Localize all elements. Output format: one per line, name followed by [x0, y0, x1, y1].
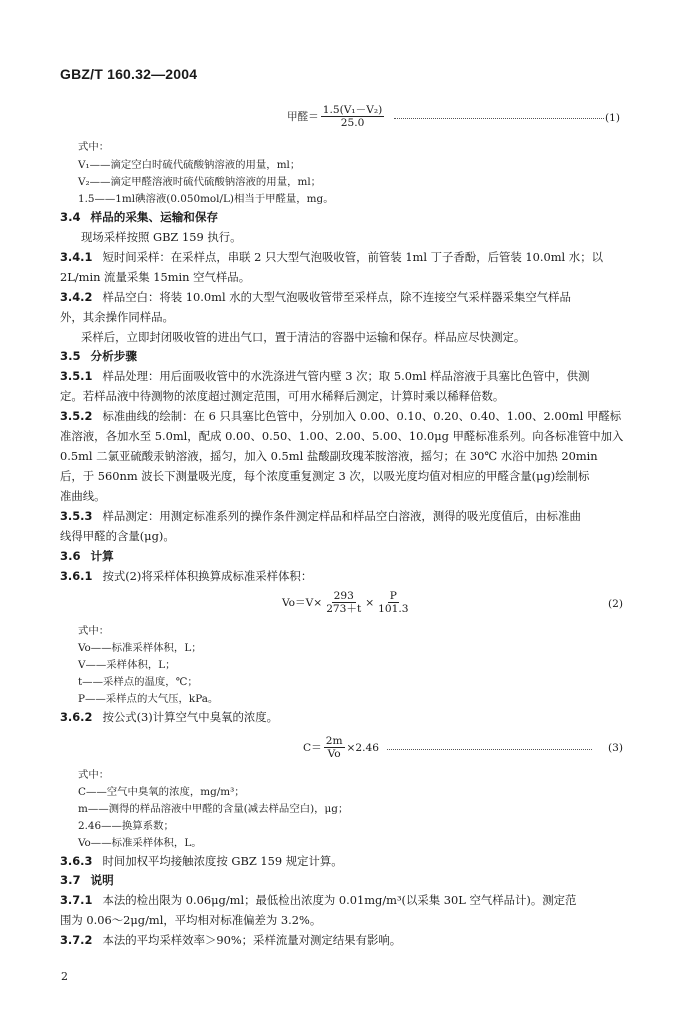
section-heading: 3.6 计算 [60, 549, 114, 563]
eq1-leader-dots [394, 118, 604, 119]
eq2-fraction-2 [376, 590, 410, 615]
where-item: m——测得的样品溶液中甲醛的含量(减去样品空白)，μg； [78, 803, 349, 815]
where-label: 式中： [78, 141, 110, 153]
equation-1 [287, 104, 612, 129]
paragraph-line: 准溶液，各加水至 5.0ml，配成 0.00、0.50、1.00、2.00、5.00、10.0μg 甲醛标准系列。向各标准管中加入 [60, 429, 624, 443]
eq3-fraction [324, 735, 345, 760]
clause-3-5-2: 3.5.2 标准曲线的绘制：在 6 只具塞比色管中，分别加入 0.00、0.10、0.20、0.40、1.00、2.00ml 甲醛标 [60, 409, 622, 423]
eq2-numerator-1: 293 [333, 590, 354, 602]
eq2-fraction-1 [324, 590, 363, 615]
eq3-rhs: ×2.46 [346, 741, 379, 754]
clause-3-4-2: 3.4.2 样品空白：将装 10.0ml 水的大型气泡吸收管带至采样点，除不连接空气采样器采集空气样品 [60, 290, 571, 304]
where-item: Vo——标准采样体积，L； [78, 642, 202, 654]
eq3-leader-dots [387, 749, 592, 750]
clause-3-5-3: 3.5.3 样品测定：用测定标准系列的操作条件测定样品和样品空白溶液，测得的吸光度值后，由标准曲 [60, 509, 581, 523]
eq1-number: (1) [605, 112, 621, 124]
clause-3-4-1: 3.4.1 短时间采样：在采样点，串联 2 只大型气泡吸收管，前管装 1ml 丁子香酚，后管装 10.0ml 水；以 [60, 250, 603, 264]
eq2-lhs: Vo＝V× [282, 597, 323, 609]
section-heading: 3.7 说明 [60, 873, 114, 887]
page-number: 2 [61, 970, 68, 983]
eq3-number: (3) [608, 742, 624, 754]
paragraph-line: 外，其余操作同样品。 [60, 310, 174, 324]
where-item: 2.46——换算系数； [78, 820, 174, 832]
paragraph-line: 2L/min 流量采集 15min 空气样品。 [60, 270, 251, 284]
where-item: Vo——标准采样体积，L。 [78, 837, 202, 849]
paragraph-line: 准曲线。 [60, 489, 106, 503]
paragraph: 现场采样按照 GBZ 159 执行。 [81, 230, 242, 244]
where-item: t——采样点的温度，℃； [78, 676, 198, 688]
where-item: V——采样体积，L； [78, 659, 176, 671]
clause-3-6-3: 3.6.3 时间加权平均接触浓度按 GBZ 159 规定计算。 [60, 854, 343, 868]
paragraph-line: 后，于 560nm 波长下测量吸光度，每个浓度重复测定 3 次，以吸光度均值对相应的甲醛含量(μg)绘制标 [60, 469, 590, 483]
paragraph-line: 定。若样品液中待测物的浓度超过测定范围，可用水稀释后测定，计算时乘以稀释倍数。 [60, 389, 505, 403]
paragraph-line: 线得甲醛的含量(μg)。 [60, 529, 175, 543]
clause-3-5-1: 3.5.1 样品处理：用后面吸收管中的水洗涤进气管内壁 3 次；取 5.0ml 样品溶液于具塞比色管中，供测 [60, 369, 590, 383]
section-heading: 3.4 样品的采集、运输和保存 [60, 210, 219, 224]
where-item: P——采样点的大气压，kPa。 [78, 693, 219, 705]
where-item: V₁——滴定空白时硫代硫酸钠溶液的用量，ml； [78, 159, 301, 171]
where-label: 式中： [78, 769, 110, 781]
eq2-times: × [365, 596, 375, 609]
clause-3-6-1: 3.6.1 按式(2)将采样体积换算成标准采样体积： [60, 569, 313, 583]
where-label: 式中： [78, 625, 110, 637]
paragraph-line: 0.5ml 二氯亚硫酸汞钠溶液，摇匀，加入 0.5ml 盐酸副玫瑰苯胺溶液，摇匀；在 30℃ 水浴中加热 20min [60, 449, 598, 463]
eq2-denominator-1: 273＋t [326, 603, 362, 615]
paragraph-line: 围为 0.06～2μg/ml，平均相对标准偏差为 3.2%。 [60, 913, 322, 927]
clause-3-6-2: 3.6.2 按公式(3)计算空气中臭氧的浓度。 [60, 710, 279, 724]
eq2-denominator-2: 101.3 [378, 603, 409, 615]
paragraph: 采样后，立即封闭吸收管的进出气口，置于清洁的容器中运输和保存。样品应尽快测定。 [81, 330, 526, 344]
clause-3-7-1: 3.7.1 本法的检出限为 0.06μg/ml；最低检出浓度为 0.01mg/m³(以采集 30L 空气样品计)。测定范 [60, 893, 577, 907]
where-item: C——空气中臭氧的浓度，mg/m³； [78, 786, 245, 798]
eq1-fraction [321, 104, 385, 129]
eq2-numerator-2: P [389, 590, 397, 602]
equation-2 [282, 590, 412, 615]
where-item: V₂——滴定甲醛溶液时硫代硫酸钠溶液的用量，ml； [78, 176, 322, 188]
equation-3 [303, 735, 600, 760]
standard-header: GBZ/T 160.32—2004 [60, 66, 198, 82]
eq2-number: (2) [608, 598, 624, 610]
section-heading: 3.5 分析步骤 [60, 349, 137, 363]
where-item: 1.5——1ml碘溶液(0.050mol/L)相当于甲醛量，mg。 [78, 193, 334, 205]
eq1-lhs: 甲醛＝ [287, 111, 319, 123]
eq3-denominator: Vo [327, 748, 341, 760]
clause-3-7-2: 3.7.2 本法的平均采样效率＞90%；采样流量对测定结果有影响。 [60, 933, 402, 947]
eq3-numerator: 2m [325, 735, 343, 747]
eq1-denominator: 25.0 [340, 117, 365, 129]
eq1-numerator: 1.5(V₁－V₂) [322, 104, 383, 116]
eq3-lhs: C＝ [303, 742, 322, 754]
